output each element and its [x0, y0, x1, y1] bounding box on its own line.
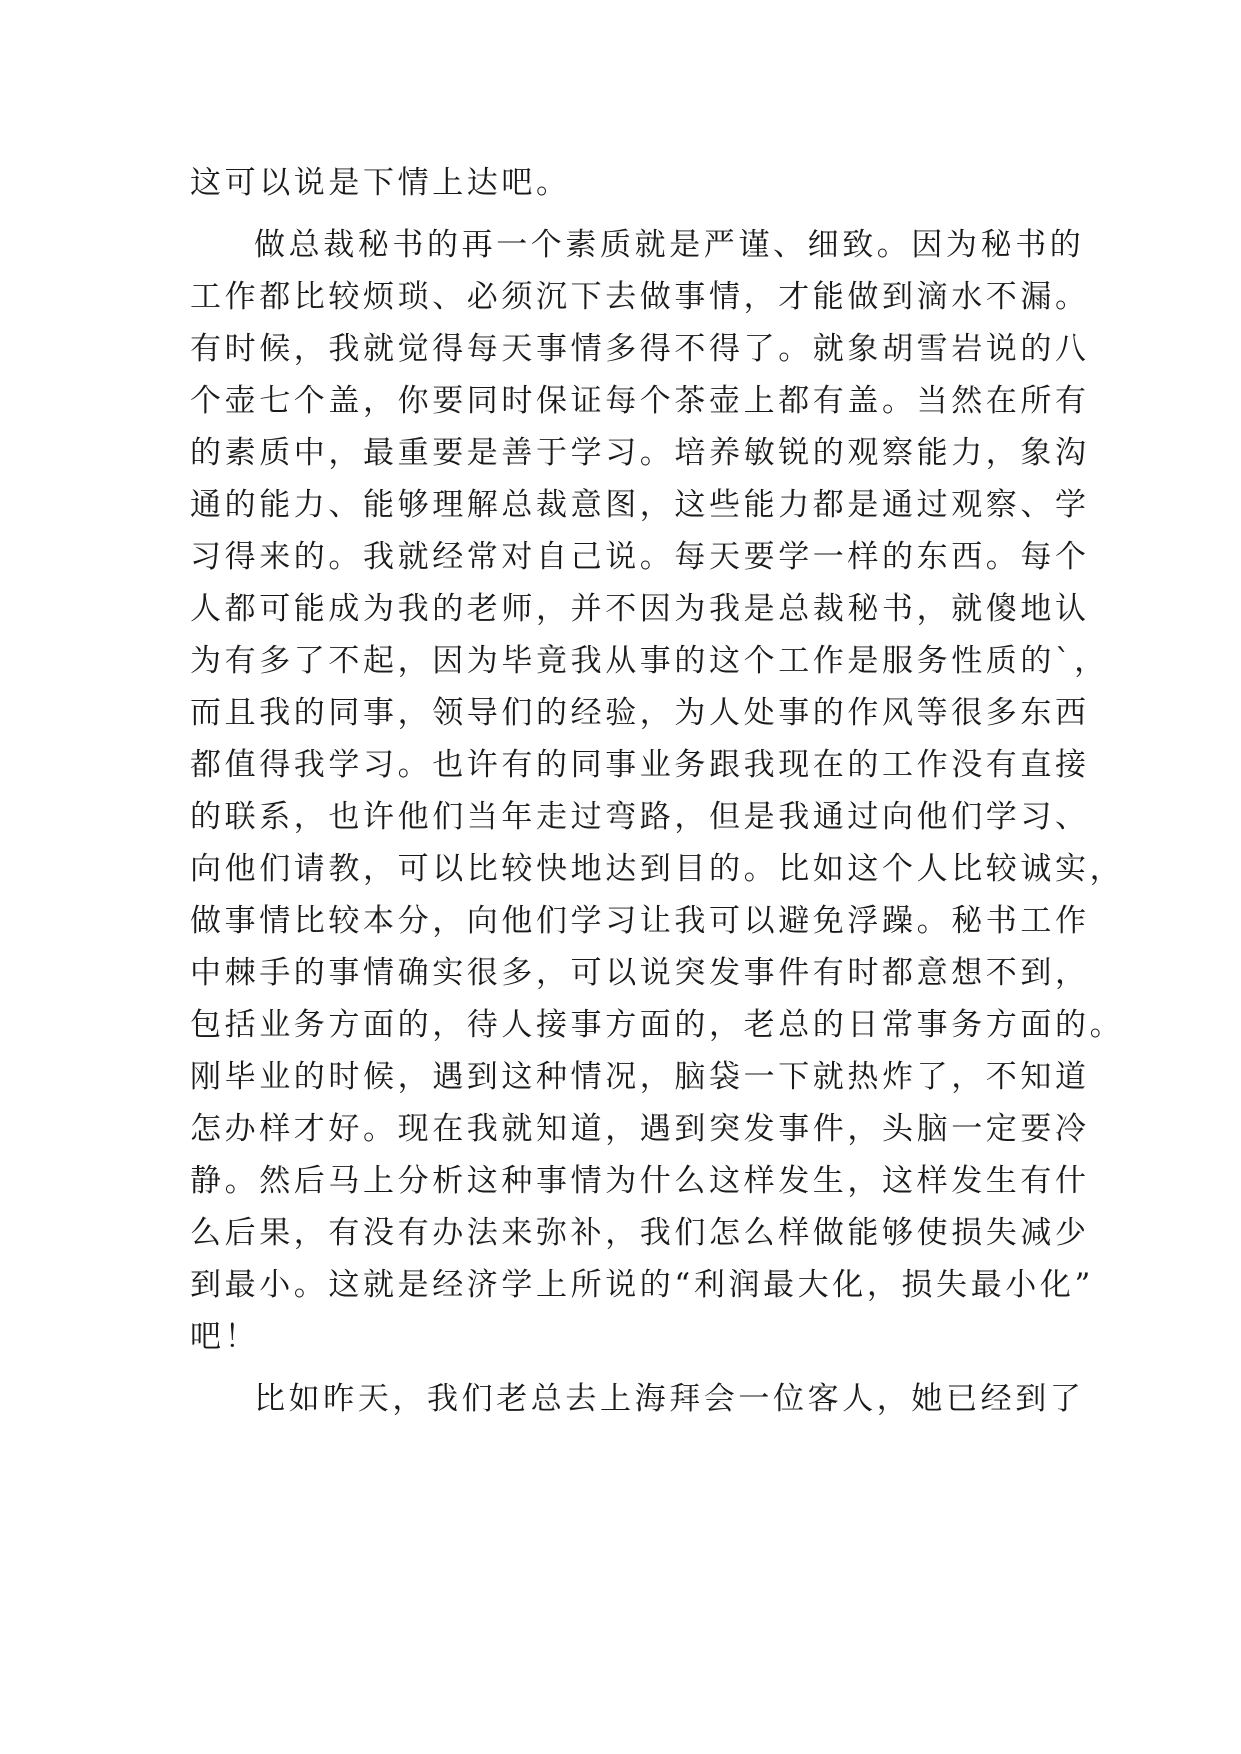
text-line: 包括业务方面的，待人接事方面的，老总的日常事务方面的。: [190, 1007, 1125, 1043]
paragraph-start-line: 做总裁秘书的再一个素质就是严谨、细致。因为秘书的: [254, 227, 1085, 263]
text-line: 中棘手的事情确实很多，可以说突发事件有时都意想不到，: [190, 955, 1090, 991]
text-line: 的联系，也许他们当年走过弯路，但是我通过向他们学习、: [190, 799, 1090, 835]
paragraph-start-line: 比如昨天，我们老总去上海拜会一位客人，她已经到了: [254, 1381, 1085, 1417]
text-line: 向他们请教，可以比较快地达到目的。比如这个人比较诚实，: [190, 851, 1125, 887]
text-line: 做事情比较本分，向他们学习让我可以避免浮躁。秘书工作: [190, 903, 1090, 939]
text-line: 而且我的同事，领导们的经验，为人处事的作风等很多东西: [190, 695, 1090, 731]
text-line: 怎办样才好。现在我就知道，遇到突发事件，头脑一定要冷: [190, 1111, 1090, 1147]
text-line: 吧！: [190, 1319, 260, 1355]
text-line: 通的能力、能够理解总裁意图，这些能力都是通过观察、学: [190, 487, 1090, 523]
text-line: 有时候，我就觉得每天事情多得不得了。就象胡雪岩说的八: [190, 331, 1090, 367]
text-line: 到最小。这就是经济学上所说的“利润最大化，损失最小化”: [190, 1267, 1094, 1303]
text-line: 么后果，有没有办法来弥补，我们怎么样做能够使损失减少: [190, 1215, 1090, 1251]
text-line: 工作都比较烦琐、必须沉下去做事情，才能做到滴水不漏。: [190, 279, 1090, 315]
text-line: 刚毕业的时候，遇到这种情况，脑袋一下就热炸了，不知道: [190, 1059, 1090, 1095]
text-line: 人都可能成为我的老师，并不因为我是总裁秘书，就傻地认: [190, 591, 1090, 627]
text-line: 为有多了不起，因为毕竟我从事的这个工作是服务性质的`，: [190, 643, 1109, 679]
text-line: 静。然后马上分析这种事情为什么这样发生，这样发生有什: [190, 1163, 1090, 1199]
text-line: 都值得我学习。也许有的同事业务跟我现在的工作没有直接: [190, 747, 1090, 783]
text-line: 这可以说是下情上达吧。: [190, 165, 571, 201]
text-line: 习得来的。我就经常对自己说。每天要学一样的东西。每个: [190, 539, 1090, 575]
text-line: 的素质中，最重要是善于学习。培养敏锐的观察能力，象沟: [190, 435, 1090, 471]
text-line: 个壶七个盖，你要同时保证每个茶壶上都有盖。当然在所有: [190, 383, 1090, 419]
